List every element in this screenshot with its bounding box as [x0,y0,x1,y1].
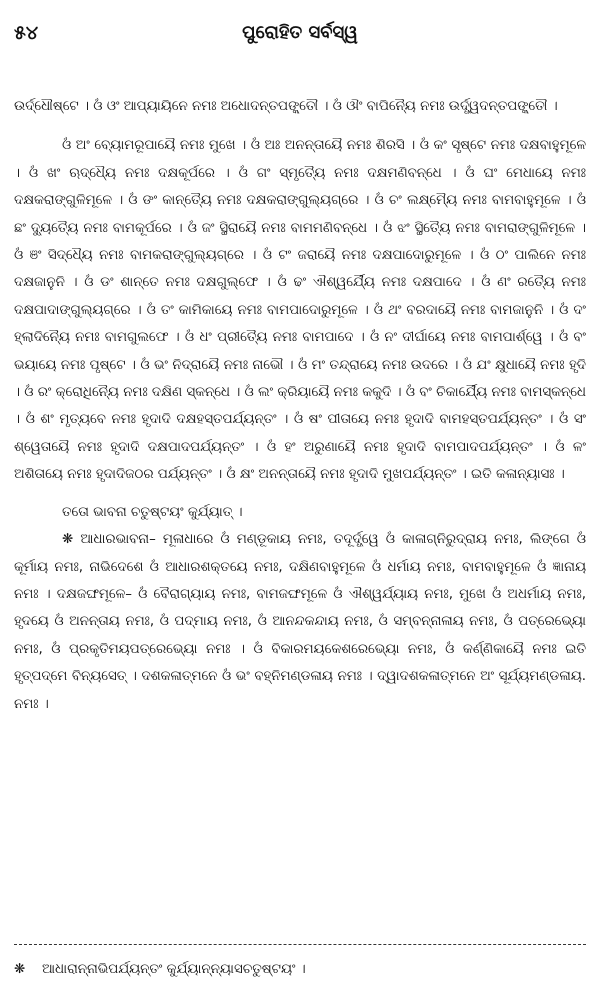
footnote [14,956,586,983]
paragraph-4: ❋ ଆଧାରଭାବନା– ମୂଳାଧାରେ ଓଁ ମଣ୍ଡୂକାୟ ନମଃ, ତଦୂର୍ଦ୍ଧ୍ୱେ ଓଁ କାଳାଗ୍ନିରୁଦ୍ରାୟ ନମଃ, ଲିଙ୍ଗେ ଓଁ କୂର୍ମାୟ ନମଃ, ନାଭିଦେଶେ ଓଁ ଆଧାରଶକ୍ତୟେ ନମଃ, ଦକ୍ଷିଣବାହୁମୂଳେ ଓଁ ଧର୍ମାୟ ନମଃ, ବାମବାହୁମୂଳେ ଓଁ ଜ୍ଞାନାୟ ନମଃ । ଦକ୍ଷଜଙ୍ଘମୂଳେ– ଓଁ ବୈରାଗ୍ୟାୟ ନମଃ, ବାମଜଙ୍ଘମୂଳେ ଓଁ ଐଶ୍ୱର୍ଯ୍ୟାୟ ନମଃ, ମୁଖେ ଓଁ ଅଧର୍ମାୟ ନମଃ, ହୃଦୟେ ଓଁ ଅନନ୍ତାୟ ନମଃ, ଓଁ ପଦ୍ମାୟ ନମଃ, ଓଁ ଆନନ୍ଦକନ୍ଦାୟ ନମଃ, ଓଁ ସମ୍ବନ୍ନାଳାୟ ନମଃ, ଓଁ ପତ୍ରେଭ୍ୟୋ ନମଃ, ଓଁ ପ୍ରକୃତିମୟପତ୍ରେଭ୍ୟୋ ନମଃ । ଓଁ ବିକାରମୟକେଶରେଭ୍ୟୋ ନମଃ, ଓଁ କର୍ଣ୍ଣିକାୟୈ ନମଃ ଇତି ହୃତ୍‌ପଦ୍ମେ ବିନ୍ୟସେତ୍ । ଦଶକଳାତ୍ମନେ ଓଁ ଭଂ ବହ୍ନିମଣ୍ଡଳାୟ ନମଃ । ଦ୍ୱାଦଶକଳାତ୍ମନେ ଅଂ ସୂର୍ଯ୍ୟମଣ୍ଡଳାୟ. ନମଃ । [14,532,586,712]
page-number: ୫୪ [14,22,39,44]
footnote-text: ଆଧାରାନ୍ନାଭିପର୍ଯ୍ୟନ୍ତଂ କୁର୍ଯ୍ୟାନ୍ନ୍ୟାସଚତୁଷ୍ଟୟଂ । [42,962,306,977]
running-title: ପୁରୋହିତ ସର୍ବସ୍ୱ [242,22,358,43]
paragraph-3: ତତୋ ଭାବନା ଚତୁଷ୍ଟୟଂ କୁର୍ଯ୍ୟାତ୍ । [62,504,243,520]
footnote-divider [14,944,586,945]
body-text [14,93,586,718]
footnote-mark: ❋ [14,962,26,977]
page-header [14,22,586,48]
paragraph-2: ଓଁ ଅଂ ବ୍ୟୋମରୂପାୟୈ ନମଃ ମୁଖେ । ଓଁ ଅଃ ଅନନ୍ତାୟୈ ନମଃ ଶିରସି । ଓଁ କଂ ସୃଷ୍ଟେ ନମଃ ଦକ୍ଷବାହୁମୂଳେ । ଓଁ ଖଂ ଋଦ୍ଧ୍ୟୈ ନମଃ ଦକ୍ଷକୂର୍ପରେ । ଓଁ ଗଂ ସ୍ମୃତ୍ୟୈ ନମଃ ଦକ୍ଷମଣିବନ୍ଧେ । ଓଁ ଘଂ ମେଧାୟେ ନମଃ ଦକ୍ଷକରାଙ୍ଗୁଳିମୂଳେ । ଓଁ ଙଂ କାନ୍ତ୍ୟୈ ନମଃ ଦକ୍ଷକରାଙ୍ଗୁଲ୍ୟଗ୍ରେ । ଓଁ ଚଂ ଲକ୍ଷ୍ମ୍ୟୈ ନମଃ ବାମବାହୁମୂଳେ । ଓଁ ଛଂ ଦ୍ୟୁତ୍ୟୈ ନମଃ ବାମକୂର୍ପରେ । ଓଁ ଜଂ ସ୍ଥିରାୟୈ ନମଃ ବାମମଣିବନ୍ଧେ । ଓଁ ଝଂ ସ୍ଥିତ୍ୟୈ ନମଃ ବାମରାଙ୍ଗୁଳିମୂଳେ । ଓଁ ଞଂ ସିଦ୍ଧ୍ୟୈ ନମଃ ବାମକରାଙ୍ଗୁଲ୍ୟଗ୍ରେ । ଓଁ ଟଂ ଜରାୟୈ ନମଃ ଦକ୍ଷପାଦୋରୁମୂଳେ । ଓଁ ଠଂ ପାଲିନେ ନମଃ ଦକ୍ଷଜାନୁନି । ଓଁ ଡଂ ଶାନ୍ତେ ନମଃ ଦକ୍ଷଗୁଲ୍‌ଫେ । ଓଁ ଢଂ ଐଶ୍ୱର୍ଯ୍ୟୈ ନମଃ ଦକ୍ଷପାଦେ । ଓଁ ଣଂ ରତ୍ୟୈ ନମଃ ଦକ୍ଷପାଦାଙ୍ଗୁଲ୍ୟଗ୍ରେ । ଓଁ ତଂ କାମିକାୟେ ନମଃ ବାମପାଦୋରୁମୂଳେ । ଓଁ ଥଂ ବରଦାୟୈ ନମଃ ବାମଜାନୁନି । ଓଁ ଦଂ ହ୍ଲାଦିନ୍ୟୈ ନମଃ ବାମଗୁଲଫେ । ଓଁ ଧଂ ପ୍ରୀତ୍ୟୈ ନମଃ ବାମପାଦେ । ଓଁ ନଂ ଦୀର୍ଘାୟେ ନମଃ ବାମପାର୍ଶ୍ୱେ । ଓଁ ବଂ ଭୟାୟେ ନମଃ ପୃଷ୍ଟେ । ଓଁ ଭଂ ନିଦ୍ରାୟୈ ନମଃ ନାଭୌ । ଓଁ ମଂ ତନ୍ଦ୍ରାୟେ ନମଃ ଉଦରେ । ଓଁ ଯଂ କ୍ଷୁଧାୟୈ ନମଃ ହୃଦି । ଓଁ ରଂ କ୍ରୋଧିନ୍ୟୈ ନମଃ ଦକ୍ଷିଣ ସ୍କନ୍ଧେ । ଓଁ ଲଂ କ୍ରିୟାୟୈ ନମଃ କକୁଦି । ଓଁ ବଂ ଚିକାର୍ଯ୍ୟୈ ନମଃ ବାମସ୍କନ୍ଧେ । ଓଁ ଶଂ ମୃତ୍ୟବେ ନମଃ ହୃଦାଦି ଦକ୍ଷହସ୍ତପର୍ଯ୍ୟନ୍ତଂ । ଓଁ ଷଂ ପୀତାୟେ ନମଃ ହୃଦାଦି ବାମହସ୍ତପର୍ଯ୍ୟନ୍ତଂ । ଓଁ ସଂ ଶ୍ୱେତାୟୈ ନମଃ ହୃଦାଦି ଦକ୍ଷପାଦପର୍ଯ୍ୟନ୍ତଂ । ଓଁ ହଂ ଅରୁଣାୟୈ ନମଃ ହୃଦାଦି ବାମପାଦପର୍ଯ୍ୟନ୍ତଂ । ଓଁ ଳଂ ଅଶିତାୟେ ନମଃ ହୃଦାଦିଜଠର ପର୍ଯ୍ୟନ୍ତଂ । ଓଁ କ୍ଷଂ ଅନନ୍ତାୟୈ ନମଃ ହୃଦାଦି ମୁଖପର୍ଯ୍ୟନ୍ତଂ । ଇତି କଳାନ୍ୟାସଃ । [14,138,586,483]
paragraph-1: ଉର୍ଦ୍ଧୌଷ୍ଟେ । ଓଁ ଓଂ ଆପ୍ୟାୟିନେ ନମଃ ଅଧୋଦନ୍ତପଙ୍କ୍ତୌ । ଓଁ ଔଂ ବାପିନ୍ୟୈ ନମଃ ଉର୍ଦ୍ଧ୍ୱଦନ୍ତପଙ୍କ୍ତୌ । [14,99,558,114]
